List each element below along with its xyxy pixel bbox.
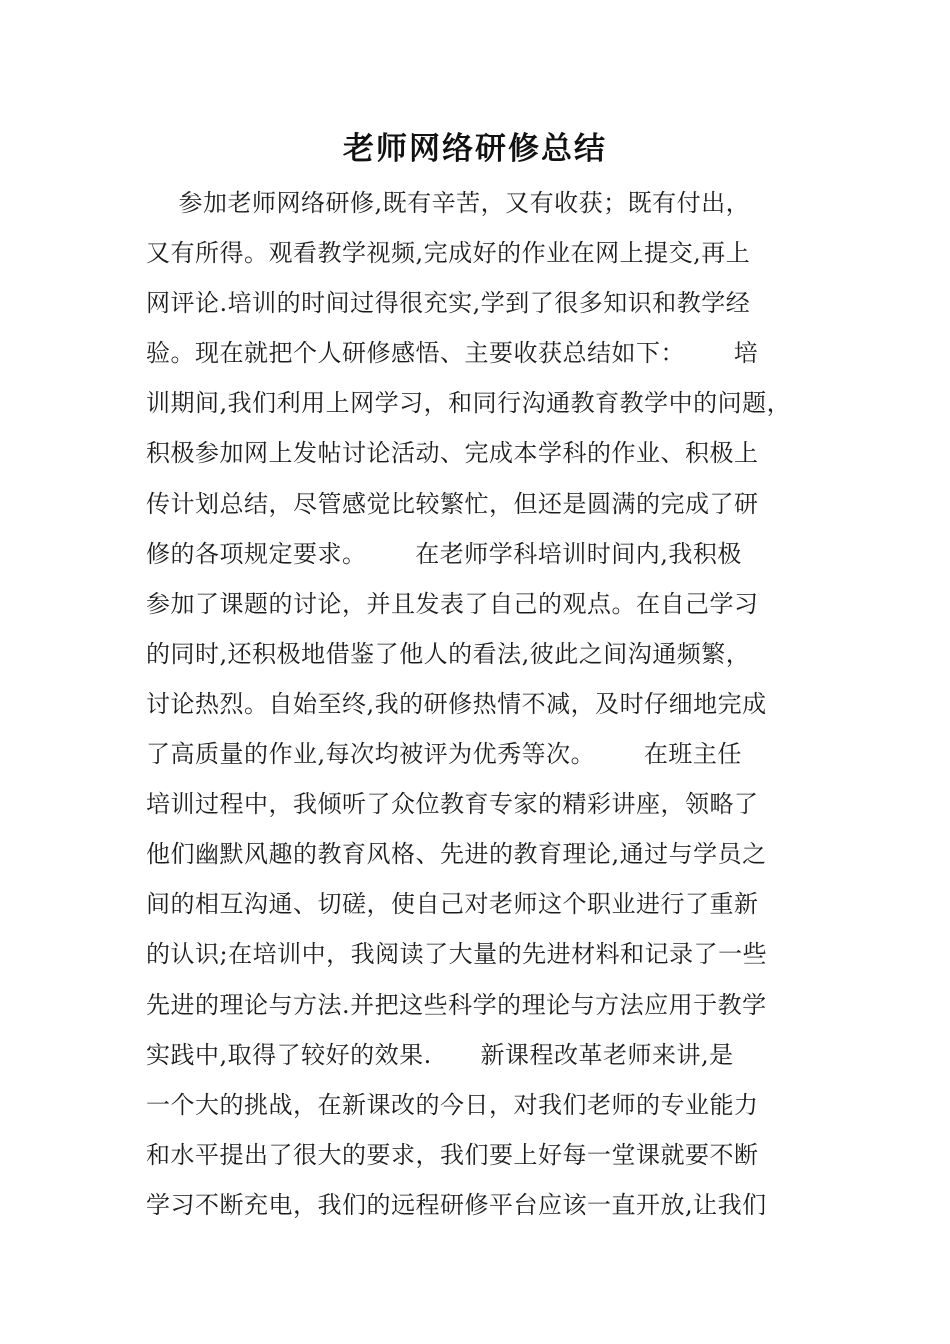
body-line: 修的各项规定要求。 在老师学科培训时间内,我积极 xyxy=(146,539,742,568)
body-line: 参加老师网络研修,既有辛苦，又有收获；既有付出， xyxy=(146,189,751,217)
body-line: 训期间,我们利用上网学习，和同行沟通教育教学中的问题， xyxy=(146,389,792,418)
body-line: 传计划总结，尽管感觉比较繁忙，但还是圆满的完成了研 xyxy=(146,489,759,518)
body-line: 先进的理论与方法.并把这些科学的理论与方法应用于教学 xyxy=(146,990,767,1019)
body-line: 网评论.培训的时间过得很充实,学到了很多知识和教学经 xyxy=(146,289,751,318)
body-line: 培训过程中，我倾听了众位教育专家的精彩讲座，领略了 xyxy=(146,790,759,819)
document-title: 老师网络研修总结 xyxy=(343,131,607,167)
body-line: 的同时,还积极地借鉴了他人的看法,彼此之间沟通频繁， xyxy=(146,639,751,668)
body-line: 间的相互沟通、切磋，使自己对老师这个职业进行了重新 xyxy=(146,890,759,919)
document-body xyxy=(146,178,826,1230)
body-line: 讨论热烈。自始至终,我的研修热情不减，及时仔细地完成 xyxy=(146,689,767,718)
body-line: 他们幽默风趣的教育风格、先进的教育理论,通过与学员之 xyxy=(146,840,767,869)
body-line: 的认识;在培训中，我阅读了大量的先进材料和记录了一些 xyxy=(146,940,768,969)
body-line: 参加了课题的讨论，并且发表了自己的观点。在自己学习 xyxy=(146,589,759,618)
body-line: 验。现在就把个人研修感悟、主要收获总结如下： 培 xyxy=(146,339,759,368)
body-line: 又有所得。观看教学视频,完成好的作业在网上提交,再上 xyxy=(146,239,751,268)
body-line: 和水平提出了很大的要求，我们要上好每一堂课就要不断 xyxy=(146,1140,759,1169)
body-line: 了高质量的作业,每次均被评为优秀等次。 在班主任 xyxy=(146,740,742,769)
body-line: 一个大的挑战，在新课改的今日，对我们老师的专业能力 xyxy=(146,1090,759,1119)
body-line: 学习不断充电，我们的远程研修平台应该一直开放,让我们 xyxy=(146,1190,767,1219)
body-line: 积极参加网上发帖讨论活动、完成本学科的作业、积极上 xyxy=(146,439,759,468)
body-line: 实践中,取得了较好的效果. 新课程改革老师来讲,是 xyxy=(146,1040,734,1069)
